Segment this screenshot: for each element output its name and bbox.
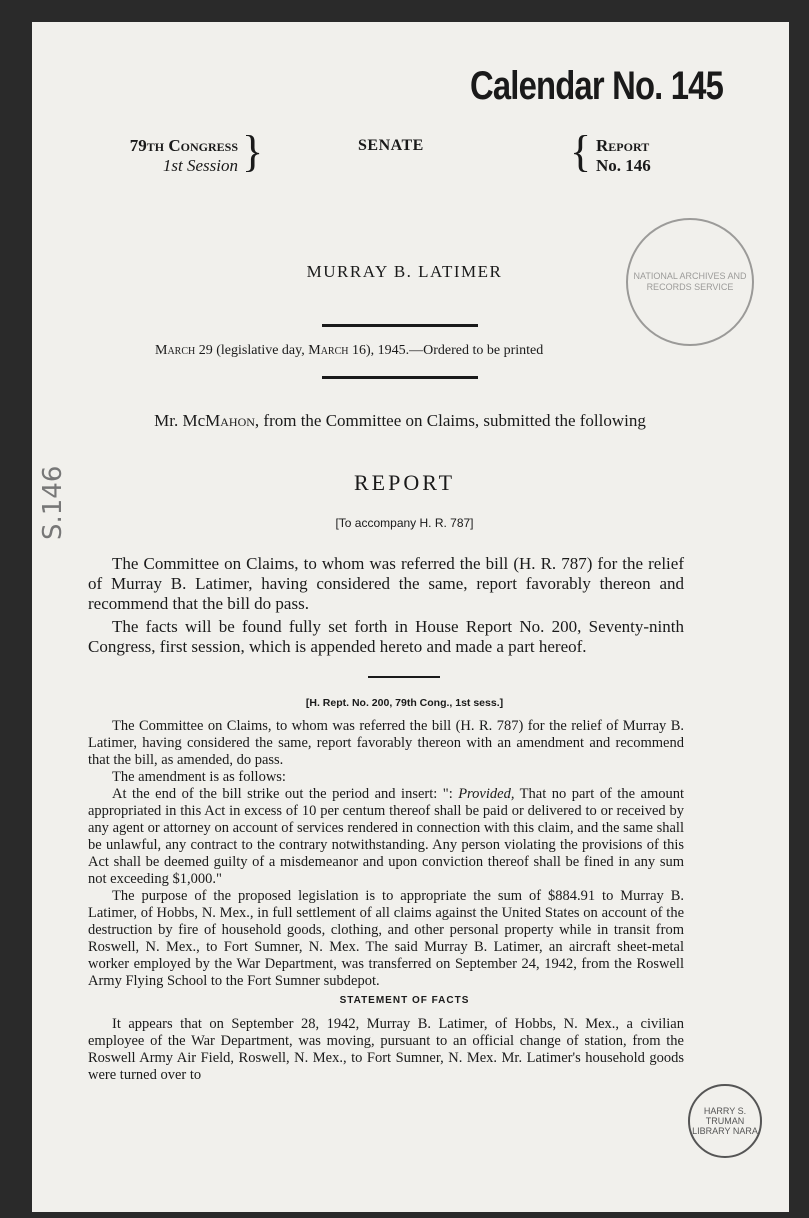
calendar-number: Calendar No. 145 (470, 64, 724, 108)
chamber-label: SENATE (358, 137, 424, 154)
statement-heading: STATEMENT OF FACTS (339, 995, 470, 1006)
body-paragraph-1: The Committee on Claims, to whom was referred the bill (H. R. 787) for the relief of Murray B. Latimer, having considered the same, report favorably thereon and recommend that the bill do pass. (88, 554, 684, 613)
submitted-rest: , from the Committee on Claims, submitted the following (254, 411, 646, 430)
report-heading: REPORT (353, 470, 456, 495)
archives-stamp-text: NATIONAL ARCHIVES AND RECORDS SERVICE (633, 271, 747, 292)
statement-paragraph-1: It appears that on September 28, 1942, Murray B. Latimer, of Hobbs, N. Mex., a civilian employee of the War Department, was moving, pursuant to an official change of station, from the Roswell Army Air Field, Roswell, N. Mex., to Fort Sumner, N. Mex. Mr. Latimer's household goods were turned over to (88, 1016, 684, 1083)
ordered-month-1: March (155, 343, 196, 358)
amendment-provided: Provided, (458, 786, 515, 802)
ordered-month-2: March (308, 343, 349, 358)
document-title: MURRAY B. LATIMER (306, 262, 503, 281)
congress-session-block (88, 136, 238, 176)
amendment-text-post: That no part of the amount appropriated in this Act in excess of 10 per centum thereof shall be paid or delivered to or received by any agent or attorney on account of services rendered in connection with this claim, and the same shall be unlawful, any contract to the contrary notwithstanding. Any person violating the provisions of this Act shall be deemed guilty of a misdemeanor and upon conviction thereof shall be fined in any sum not exceeding $1,000." (88, 786, 684, 887)
senator-name: Mahon (205, 411, 255, 430)
appendix-paragraph-1: The Committee on Claims, to whom was referred the bill (H. R. 787) for the relief of Murray B. Latimer, having considered the same, report favorably thereon with an amendment and recommend that the bill, as amended, do pass. (88, 718, 684, 768)
section-rule (368, 676, 440, 678)
left-brace: } (242, 127, 264, 176)
report-number-block (596, 136, 651, 176)
appendix-paragraph-2: The amendment is as follows: (112, 769, 286, 785)
truman-library-stamp (688, 1084, 762, 1158)
title-rule (322, 324, 478, 327)
appendix-paragraph-3 (88, 786, 684, 888)
appendix-paragraph-4: The purpose of the proposed legislation is to appropriate the sum of $884.91 to Murray B. Latimer, of Hobbs, N. Mex., in full settlement of all claims against the United States on account of the destruction by fire of household goods, clothing, and other personal property while in transit from Roswell, N. Mex., to Fort Sumner, N. Mex. The said Murray B. Latimer, an aircraft sheet-metal worker employed by the War Department, was transferred on September 24, 1942, from the Roswell Army Flying School to the Fort Sumner subdepot. (88, 888, 684, 989)
truman-stamp-text: HARRY S. TRUMAN LIBRARY NARA (692, 1106, 758, 1136)
ordered-printed-line (155, 343, 543, 359)
ordered-text-1: 29 (legislative day, (195, 343, 309, 358)
archives-stamp (626, 218, 754, 346)
right-brace: { (570, 127, 592, 176)
submitted-line (140, 410, 660, 431)
margin-pencil-note: S.146 (38, 465, 68, 540)
amendment-text-pre: At the end of the bill strike out the period and insert: ": (112, 786, 459, 802)
congress-label: 79th Congress (129, 136, 238, 155)
accompany-line: [To accompany H. R. 787] (335, 516, 474, 530)
report-label: Report (596, 136, 650, 155)
report-number: No. 146 (596, 156, 651, 175)
submitted-prefix: Mr. Mc (154, 411, 206, 430)
ordered-text-2: 16), 1945.—Ordered to be printed (348, 343, 544, 358)
house-report-citation: [H. Rept. No. 200, 79th Cong., 1st sess.] (305, 697, 504, 709)
body-paragraph-2: The facts will be found fully set forth in House Report No. 200, Seventy-ninth Congress, first session, which is appended hereto and made a part hereof. (88, 617, 684, 656)
ordered-rule (322, 376, 478, 379)
session-label: 1st Session (162, 156, 238, 175)
